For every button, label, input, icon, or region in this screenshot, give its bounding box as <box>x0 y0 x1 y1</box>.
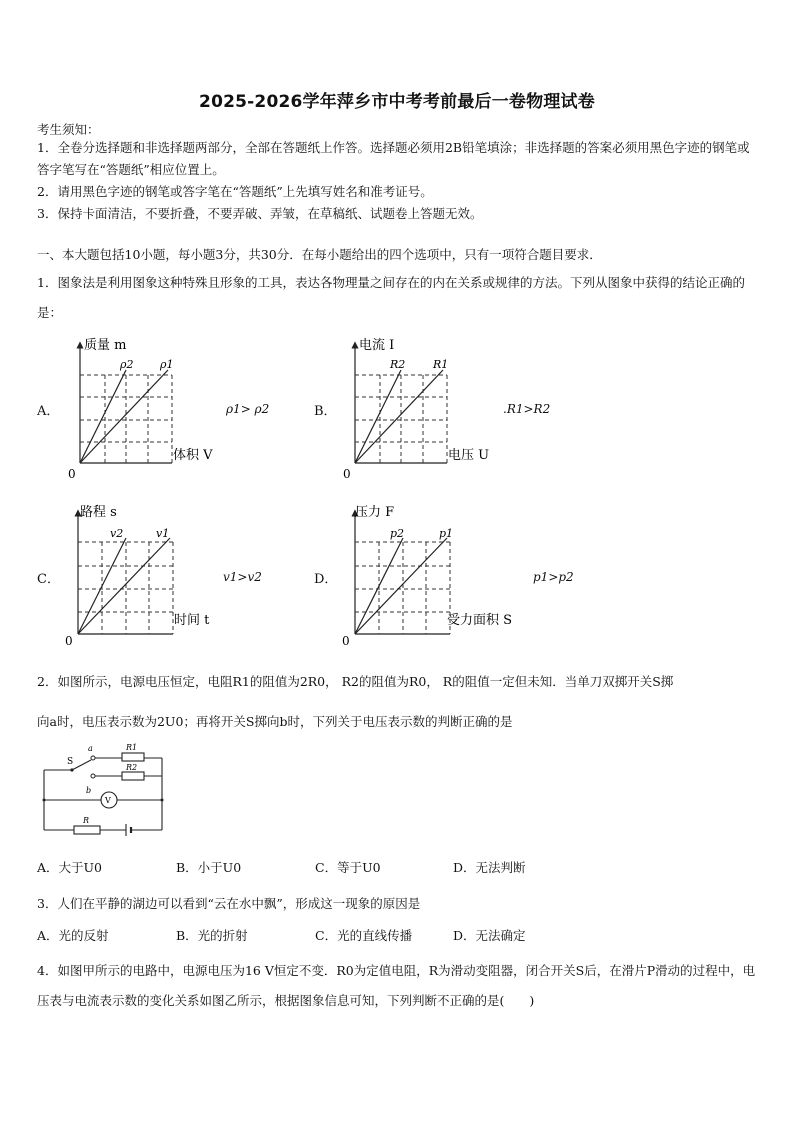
notice-item-2: 2．请用黑色字迹的钢笔或答字笔在“答题纸”上先填写姓名和准考证号。 <box>37 184 433 199</box>
q1-option-a-label: A． <box>37 404 60 419</box>
q1-option-b-label: B． <box>314 404 337 419</box>
q1-graph-d <box>335 498 540 648</box>
shallow-line-label: v1 <box>156 527 170 540</box>
steep-line-label: p2 <box>390 527 405 540</box>
notice-item-3: 3．保持卡面清洁，不要折叠，不要弄破、弄皱，在草稿纸、试题卷上答题无效。 <box>37 206 483 221</box>
page-title: 2025-2026学年萍乡市中考考前最后一卷物理试卷 <box>199 92 595 112</box>
section-heading: 一、本大题包括10小题，每小题3分，共30分．在每小题给出的四个选项中，只有一项符合题目要求． <box>37 247 602 262</box>
x-axis-label: 时间 t <box>174 613 210 628</box>
origin-label: 0 <box>65 634 73 648</box>
q2-stem-line-2: 向a时，电压表示数为2U0；再将开关S掷向b时，下列关于电压表示数的判断正确的是 <box>37 714 513 729</box>
q2-option-c: C．等于U0 <box>315 860 381 875</box>
q1-graph-c <box>58 498 230 648</box>
q2-option-a: A．大于U0 <box>37 860 103 875</box>
q2-option-d: D．无法判断 <box>453 860 526 875</box>
q2-circuit-diagram <box>36 740 171 840</box>
y-axis-label: 压力 F <box>355 505 395 520</box>
steep-line-label: R2 <box>390 358 406 371</box>
q3-option-d: D．无法确定 <box>453 928 526 943</box>
q1-graph-a <box>60 330 230 481</box>
y-axis-label: 电流 I <box>359 338 395 353</box>
q2-option-b: B．小于U0 <box>176 860 242 875</box>
q3-option-a: A．光的反射 <box>37 928 109 943</box>
q1-option-c-conclusion: v1>v2 <box>223 570 262 584</box>
q1-option-b-conclusion: .R1>R2 <box>503 402 551 416</box>
r-label: R <box>83 816 90 825</box>
q1-stem: 1．图象法是利用图象这种特殊且形象的工具，表达各物理量之间存在的内在关系或规律的方法。下列从图象中获得的结论正确的是： <box>37 275 745 320</box>
shallow-line-label: p1 <box>439 527 454 540</box>
shallow-line-label: R1 <box>433 358 449 371</box>
q1-option-a-conclusion: ρ1> ρ2 <box>226 402 270 416</box>
q3-option-c: C．光的直线传播 <box>315 928 413 943</box>
y-axis-label: 质量 m <box>84 338 127 353</box>
q3-stem: 3．人们在平静的湖边可以看到“云在水中飘”，形成这一现象的原因是 <box>37 896 421 911</box>
notice-heading: 考生须知： <box>37 122 100 137</box>
x-axis-label: 电压 U <box>448 448 490 463</box>
x-axis-label: 体积 V <box>173 448 213 463</box>
q2-stem-line-1: 2．如图所示，电源电压恒定，电阻R1的阻值为2R0， R2的阻值为R0， R的阻值一定但未知．当单刀双掷开关S掷 <box>37 674 674 689</box>
q1-option-c-label: C． <box>37 572 60 587</box>
x-axis-label: 受力面积 S <box>447 613 513 628</box>
q4-stem: 4．如图甲所示的电路中，电源电压为16 V恒定不变．R0为定值电阻，R为滑动变阻器，闭合开关S后，在滑片P滑动的过程中，电压表与电流表示数的变化关系如图乙所示，根据图象信息可知，下列判断不正确的是( ) <box>37 963 756 1008</box>
q1-option-d-label: D． <box>314 572 338 587</box>
voltmeter-label: V <box>105 796 111 805</box>
origin-label: 0 <box>343 467 351 481</box>
switch-label: S <box>67 757 74 767</box>
origin-label: 0 <box>342 634 350 648</box>
steep-line-label: v2 <box>110 527 124 540</box>
steep-line-label: ρ2 <box>120 358 134 371</box>
notice-item-1: 1．全卷分选择题和非选择题两部分，全部在答题纸上作答。选择题必须用2B铅笔填涂；非选择题的答案必须用黑色字迹的钢笔或答字笔写在“答题纸”相应位置上。 <box>37 140 750 177</box>
q1-graph-b <box>335 330 515 481</box>
q3-option-b: B．光的折射 <box>176 928 248 943</box>
y-axis-label: 路程 s <box>80 505 117 520</box>
origin-label: 0 <box>68 467 76 481</box>
r2-label: R2 <box>126 763 138 772</box>
shallow-line-label: ρ1 <box>160 358 174 371</box>
r1-label: R1 <box>126 743 138 752</box>
q1-option-d-conclusion: p1>p2 <box>533 570 574 584</box>
contact-a-label: a <box>88 744 93 753</box>
contact-b-label: b <box>86 786 92 795</box>
